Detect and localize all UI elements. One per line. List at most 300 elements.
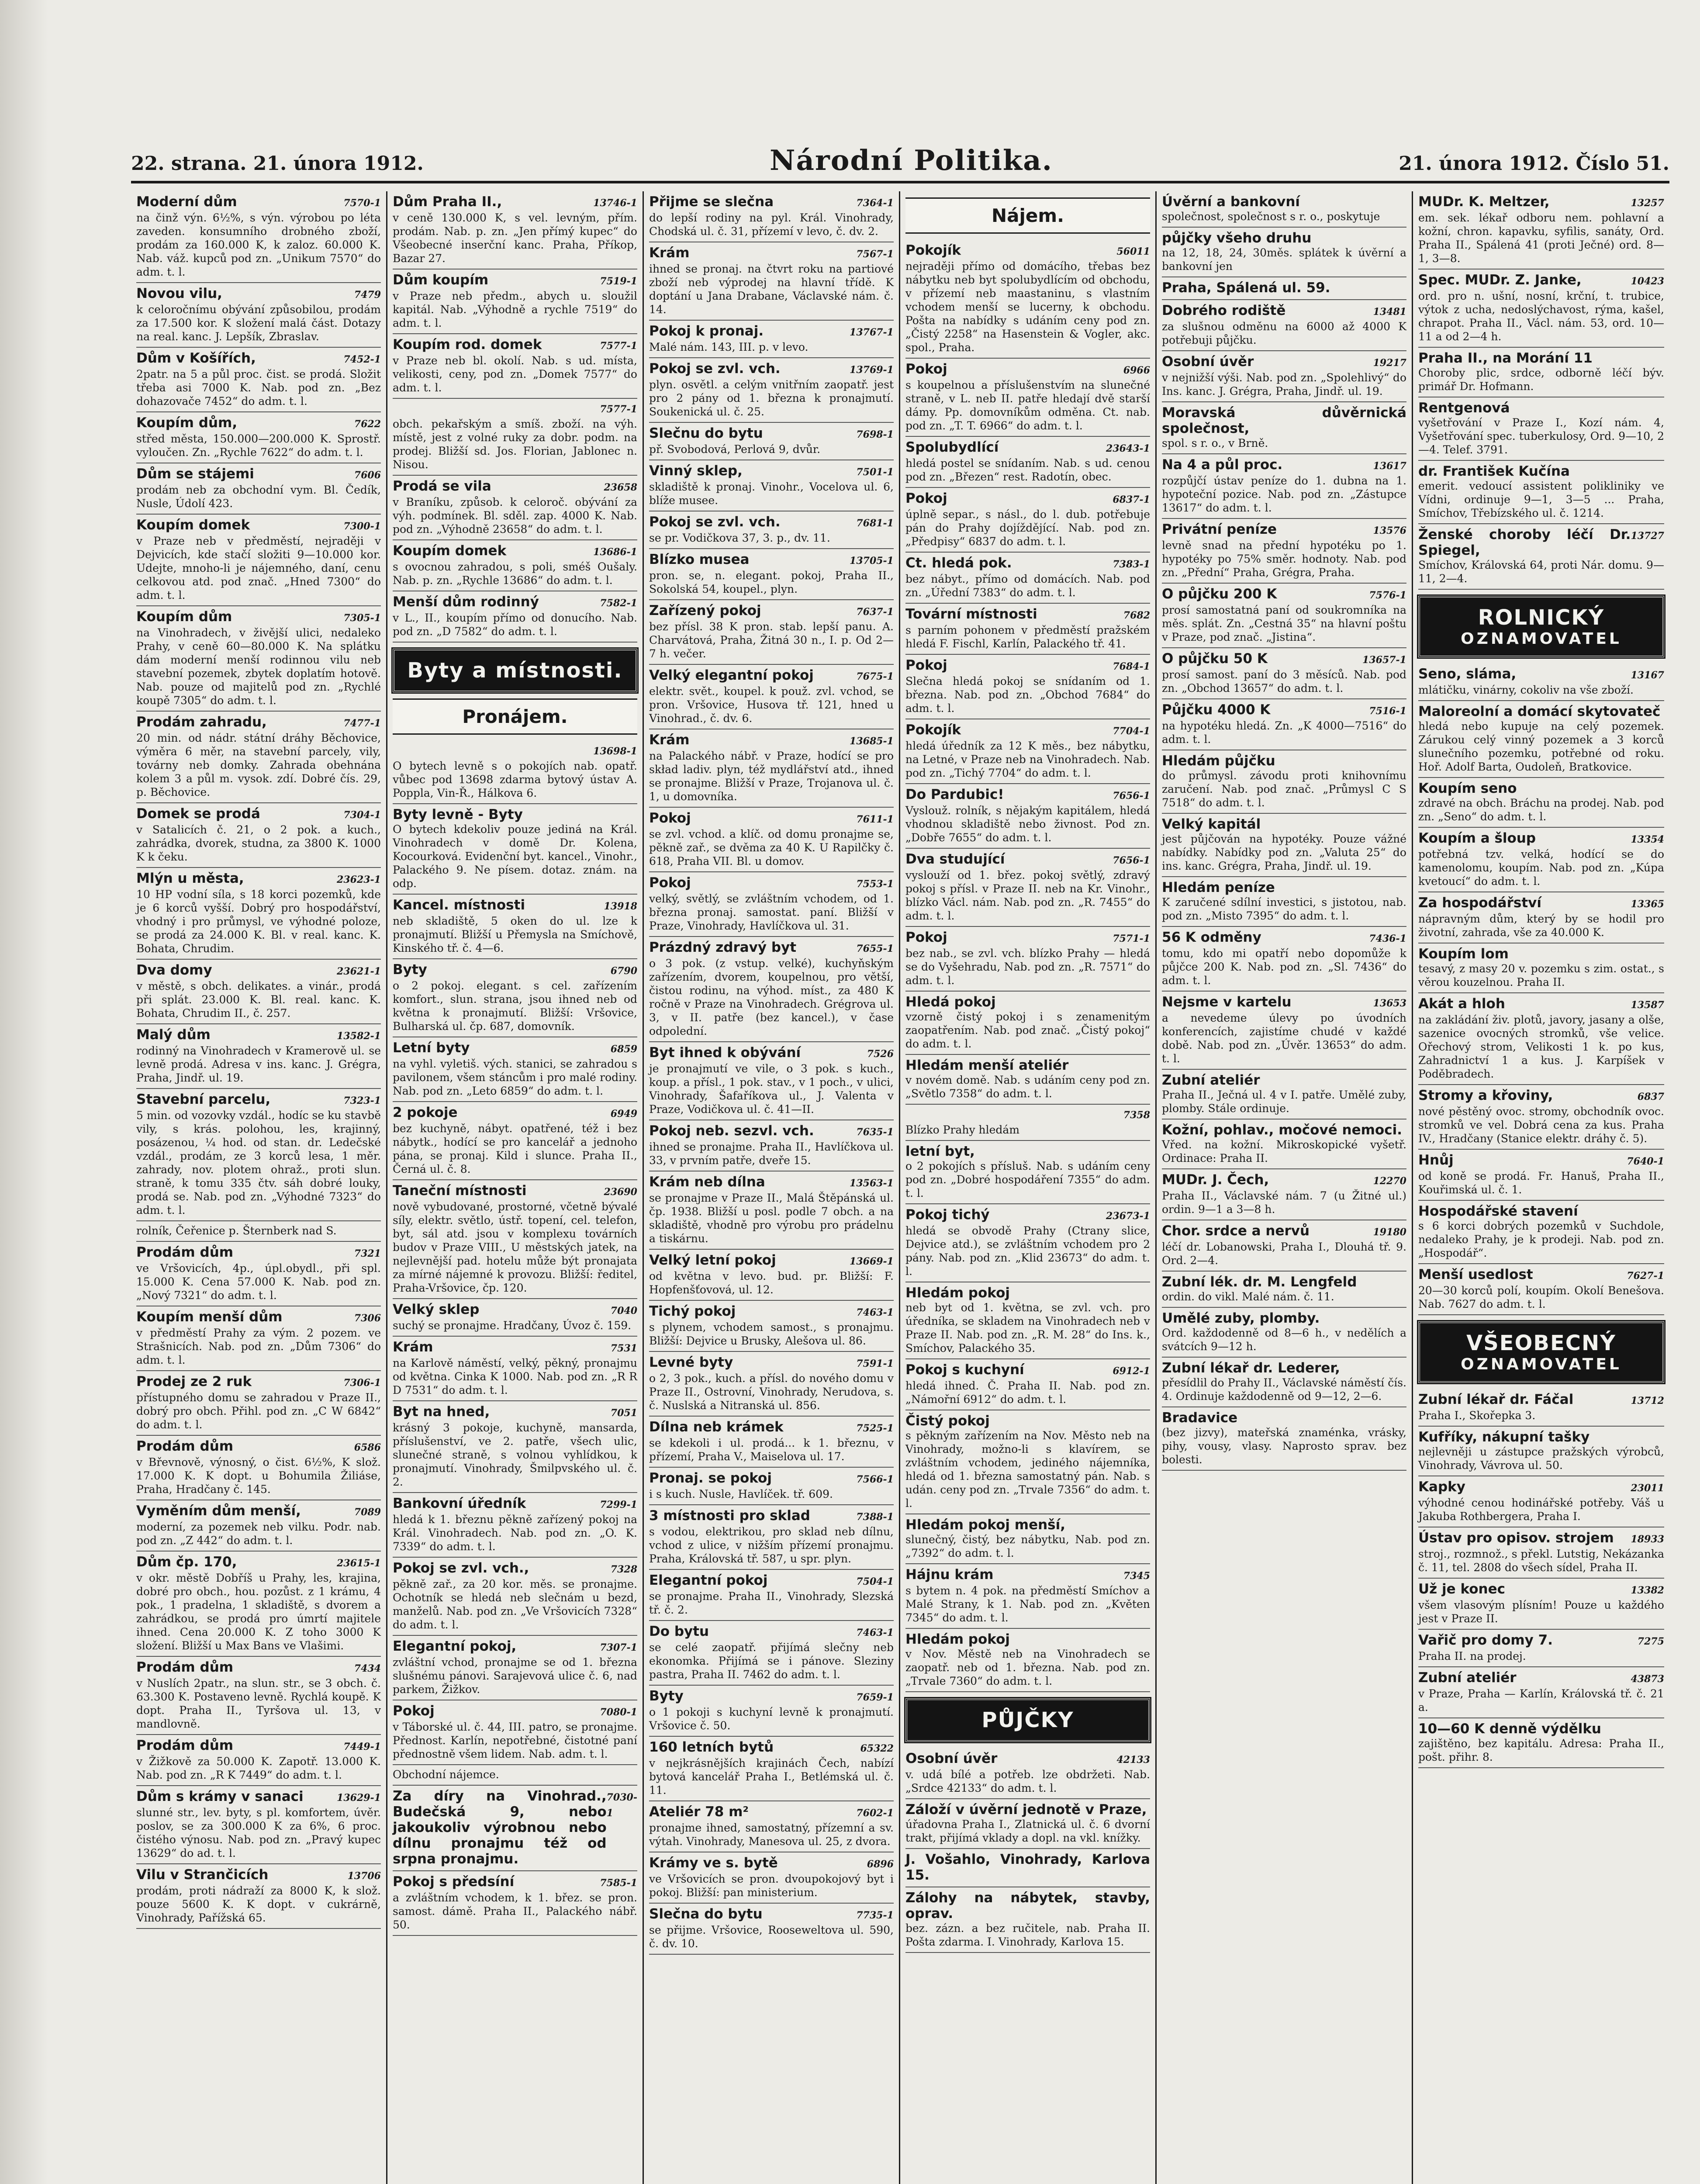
section-banner-title: Byty a místnosti. bbox=[407, 658, 623, 683]
classified-ad bbox=[1418, 892, 1664, 943]
ad-heading bbox=[1418, 1632, 1664, 1649]
classified-ad bbox=[1418, 1201, 1664, 1264]
ad-title: Chor. srdce a nervů bbox=[1162, 1223, 1310, 1239]
ad-number: 23658 bbox=[604, 482, 637, 493]
ad-number: 13563-1 bbox=[850, 1178, 894, 1189]
ad-body: 10 HP vodní síla, s 18 korci pozemků, kde je 6 korců vyšší. Dobrý pro hospodářství, vhodný i pro průmysl, ve výhodné poloze, se prodá za 24.000 K. Bl. v real. kanc. K. Bohata, Chrudim. bbox=[136, 888, 381, 955]
section-banner bbox=[1418, 1321, 1664, 1383]
ad-heading bbox=[649, 1906, 894, 1923]
ad-heading bbox=[1162, 1122, 1406, 1138]
ad-heading bbox=[1418, 1429, 1664, 1445]
classified-ad bbox=[1418, 1527, 1664, 1579]
ad-heading bbox=[393, 1788, 637, 1867]
ad-body: se zvl. vchod. a klíč. od domu pronajme se, pěkně zař., se dvěma za 40 K. U Rapilčky č. 618, Praha VII. Bl. u domov. bbox=[649, 828, 894, 867]
ad-title: Prodám dům bbox=[136, 1244, 234, 1260]
ad-body: s plynem, vchodem samost., s pronajmu. Bližší: Dejvice u Brusky, Alešova ul. 86. bbox=[649, 1321, 894, 1347]
ad-heading bbox=[905, 1107, 1150, 1123]
ad-heading bbox=[393, 1040, 637, 1057]
classified-ad bbox=[905, 240, 1150, 359]
column-5 bbox=[1157, 191, 1413, 2184]
ad-heading bbox=[905, 1631, 1150, 1647]
ad-heading bbox=[649, 1355, 894, 1372]
section-banner bbox=[393, 649, 637, 692]
ad-title: Do bytu bbox=[649, 1624, 709, 1639]
classified-ad bbox=[1418, 191, 1664, 270]
ad-number: 7358 bbox=[1123, 1109, 1150, 1121]
ad-number: 7501-1 bbox=[856, 467, 894, 478]
ad-heading bbox=[136, 1092, 381, 1109]
ad-number: 7611-1 bbox=[856, 814, 894, 825]
ad-body: elektr. svět., koupel. k použ. zvl. vchod, se pron. Vršovice, Husova tř. 121, hned u Vinohrad., č. dv. 6. bbox=[649, 685, 894, 725]
ad-number: 56011 bbox=[1116, 246, 1150, 257]
ad-title: Koupím dům, bbox=[136, 415, 238, 431]
classified-ad bbox=[393, 895, 637, 959]
classified-ad bbox=[136, 1436, 381, 1500]
classified-ad bbox=[649, 321, 894, 358]
ad-title: Dům koupím bbox=[393, 272, 489, 288]
classified-ad bbox=[1162, 1169, 1406, 1220]
ad-body: se celé zaopatř. přijímá slečny neb ekonomka. Přijímá se i pánove. Sleziny pastra, Praha II. 7462 do adm. t. l. bbox=[649, 1641, 894, 1681]
ad-body: do průmysl. závodu proti knihovnímu zaručení. Nab. pod znač. „Průmysl C S 7518“ do adm. t. l. bbox=[1162, 769, 1406, 809]
ad-title: Kožní, pohlav., močové nemoci. bbox=[1162, 1122, 1402, 1138]
classified-ad bbox=[393, 1871, 637, 1936]
ad-number: 7577-1 bbox=[600, 404, 637, 415]
ad-heading bbox=[905, 1567, 1150, 1584]
classified-ad bbox=[1162, 351, 1406, 402]
column-4 bbox=[900, 191, 1157, 2184]
ad-title: Pokoj bbox=[905, 491, 947, 506]
classified-ad bbox=[136, 1735, 381, 1786]
ad-body: i s kuch. Nusle, Havlíček. tř. 609. bbox=[649, 1488, 833, 1500]
ad-body: levně snad na přední hypotéku po 1. hypotéky po 75% směr. hodnoty. Nab. pod zn. „Přední“ Praha, Grégra, Praha. bbox=[1162, 539, 1406, 579]
ad-body: zdravé na obch. Bráchu na prodej. Nab. pod zn. „Seno“ do adm. t. l. bbox=[1418, 797, 1664, 823]
ad-heading bbox=[393, 272, 637, 289]
ad-heading bbox=[136, 1554, 381, 1571]
ad-number: 6949 bbox=[610, 1108, 637, 1120]
ad-number: 7591-1 bbox=[856, 1358, 894, 1369]
ad-heading bbox=[649, 1804, 894, 1821]
ad-number: 7582-1 bbox=[600, 598, 637, 609]
ad-number: 13727 bbox=[1631, 530, 1664, 542]
ad-title: Kufříky, nákupní tašky bbox=[1418, 1429, 1590, 1445]
ad-body: hledá se obvodě Prahy (Ctrany slice, Dejvice atd.), se zvláštním vchodem pro 2 pány. Nab. pod zn. „Klid 23673“ do adm. t. l. bbox=[905, 1224, 1150, 1278]
ad-number: 12270 bbox=[1373, 1175, 1406, 1187]
ad-body: ord. pro n. ušní, nosní, krční, t. trubice, výtok z ucha, nedoslýchavost, rýma, kašel, chrapot. Praha II., Václ. nám. 53, ord. 10—11 a od 2—4 h. bbox=[1418, 290, 1664, 343]
ad-heading bbox=[905, 787, 1150, 804]
ad-heading bbox=[393, 1496, 637, 1513]
ad-heading bbox=[905, 1802, 1150, 1818]
ad-number: 7656-1 bbox=[1113, 855, 1150, 866]
ad-heading bbox=[136, 609, 381, 626]
ad-title: Na 4 a půl proc. bbox=[1162, 457, 1283, 473]
classified-ad bbox=[905, 784, 1150, 849]
ad-body: neb skladiště, 5 oken do ul. lze k pronajmutí. Bližší u Přemysla na Smíchově, Kinského tř. č. 4—6. bbox=[393, 915, 637, 954]
ad-heading bbox=[649, 1855, 894, 1872]
ad-title: Bradavice bbox=[1162, 1410, 1238, 1426]
ad-title: Úvěrní a bankovní bbox=[1162, 194, 1300, 210]
ad-heading bbox=[1162, 1223, 1406, 1240]
ad-number: 7275 bbox=[1637, 1636, 1664, 1647]
classified-ad bbox=[649, 1621, 894, 1686]
classified-ad bbox=[649, 1468, 894, 1505]
ad-number: 7321 bbox=[354, 1248, 381, 1259]
ad-body: na Palackého nábř. v Praze, hodící se pro skład ladiv. plyn, též mydlářství atd., ihned se pronajme. Bližší v Praze, Trojanova ul. č. 1, u domovníka. bbox=[649, 750, 894, 803]
ad-title: Pokoj bbox=[905, 930, 947, 945]
ad-body: stroj., rozmnož., s překl. Lutstig, Nekázanka č. 11, tel. 2808 do všech sídel, Praha II. bbox=[1418, 1548, 1664, 1574]
ad-title: Krám bbox=[649, 245, 690, 261]
ad-number: 13698-1 bbox=[593, 746, 637, 757]
ad-body: v Braníku, způsob. k celoroč. obývání za výh. podmínek. Bl. sděl. zap. 4000 K. Nab. pod zn. „Výhodně 23658“ do adm. t. l. bbox=[393, 496, 637, 536]
classified-ad bbox=[1418, 828, 1664, 892]
ad-number: 6837 bbox=[1637, 1091, 1664, 1102]
ad-heading bbox=[1162, 1172, 1406, 1189]
classified-ad bbox=[905, 1887, 1150, 1953]
ad-heading bbox=[1162, 303, 1406, 320]
ad-title: Moderní dům bbox=[136, 194, 237, 210]
ad-body: léčí dr. Lobanowski, Praha I., Dlouhá tř. 9. Ord. 2—4. bbox=[1162, 1241, 1406, 1267]
ad-title: Do Pardubic! bbox=[905, 787, 1004, 802]
ad-heading bbox=[905, 1413, 1150, 1429]
ad-title: Za díry na Vinohrad., Budečská 9, nebo jakoukoliv výrobnou nebo dílnu pronajmu též od srpna pronajmu. bbox=[393, 1788, 607, 1867]
ad-title: Letní byty bbox=[393, 1040, 470, 1056]
ad-heading bbox=[136, 194, 381, 211]
ad-body: v Praze neb v předměstí, nejraději v Dejvicích, kde stačí složiti 9—10.000 kor. Udejte, mnoho-li je nájemného, daní, cenu celkovou atd. pod znač. „Hned 7300“ do adm. t. l. bbox=[136, 535, 381, 601]
ad-number: 7602-1 bbox=[856, 1807, 894, 1819]
ad-body: v předměstí Prahy za vým. 2 pozem. ve Strašnicích. Nab. pod zn. „Dům 7306“ do adm. t. l. bbox=[136, 1327, 381, 1366]
ad-heading bbox=[393, 337, 637, 354]
classified-ad bbox=[1418, 270, 1664, 348]
ad-heading bbox=[1418, 400, 1664, 416]
ad-title: Zubní lékař dr. Fáčal bbox=[1418, 1392, 1574, 1407]
ad-body: přístupného domu se zahradou v Praze II., dobrý pro obch. Přihl. pod zn. „C W 6842“ do adm. t. l. bbox=[136, 1391, 381, 1431]
classified-ad bbox=[1162, 699, 1406, 750]
ad-heading bbox=[905, 242, 1150, 259]
ad-title: 2 pokoje bbox=[393, 1105, 458, 1120]
ad-body: krásný 3 pokoje, kuchyně, mansarda, příslušenství, ve 2. patře, všech ulic, slunečné straně, s volnou vyhlídkou, k pronajmutí. Vinohrady, Šmilpvského ul. č. 2. bbox=[393, 1421, 637, 1488]
ad-heading bbox=[649, 1624, 894, 1641]
classified-ad bbox=[393, 1180, 637, 1299]
ad-body: o 1 pokoji s kuchyní levně k pronajmutí. Vršovice č. 50. bbox=[649, 1706, 894, 1732]
classified-ad bbox=[1418, 1427, 1664, 1476]
classified-ad bbox=[1162, 454, 1406, 519]
classified-ad bbox=[905, 1629, 1150, 1692]
ad-body: v Nov. Městě neb na Vinohradech se zaopatř. neb od 1. března. Nab. pod zn. „Trvale 7360“ do adm. t. l. bbox=[905, 1648, 1150, 1687]
ad-title: Krám bbox=[393, 1339, 433, 1355]
ad-body: vyšetřování v Praze I., Kozí nám. 4, Vyšetřování spec. tuberkulosy, Ord. 9—10, 2—4. Telef. 3791. bbox=[1418, 416, 1664, 456]
ad-number: 7463-1 bbox=[856, 1627, 894, 1638]
ad-heading bbox=[136, 1659, 381, 1676]
ad-body: Vyslouž. rolník, s nějakým kapitálem, hledá vhodnou skladiště nebo živnost. Pod zn. „Dobře 7655“ do adm. t. l. bbox=[905, 804, 1150, 844]
ad-heading bbox=[1162, 1360, 1406, 1376]
ad-body: Ord. každodenně od 8—6 h., v nedělích a svátcích 9—12 h. bbox=[1162, 1327, 1406, 1353]
classified-ad bbox=[649, 1042, 894, 1120]
classified-ad bbox=[649, 600, 894, 665]
ad-body: Praha I., Skořepka 3. bbox=[1418, 1409, 1536, 1422]
ad-number: 7516-1 bbox=[1369, 705, 1406, 717]
ad-heading bbox=[393, 807, 637, 822]
section-banner: Nájem. bbox=[905, 197, 1150, 234]
ad-number: 7566-1 bbox=[856, 1474, 894, 1485]
ad-title: Maloreolní a domácí skytovateč bbox=[1418, 704, 1661, 719]
ad-number: 7637-1 bbox=[856, 606, 894, 618]
ad-body: na 12, 18, 24, 30měs. splátek k úvěrní a bankovní jen bbox=[1162, 246, 1406, 273]
ad-title: Nejsme v kartelu bbox=[1162, 994, 1292, 1010]
classified-ad bbox=[1162, 584, 1406, 648]
classified-ad bbox=[136, 803, 381, 868]
ad-title: Osobní úvěr bbox=[1162, 354, 1254, 370]
ad-number: 13167 bbox=[1631, 670, 1664, 681]
ad-body: s pěkným zařízením na Nov. Město neb na Vinohrady, možno-li s klavírem, se zvláštním vchodem, jediného nájemníka, hledá od 1. března samostatný pán. Nab. s udán. ceny pod zn. „Trvale 7356“ do adm. t. l. bbox=[905, 1429, 1150, 1510]
ad-heading bbox=[1418, 946, 1664, 962]
ad-body: Malé nám. 143, III. p. v levo. bbox=[649, 341, 809, 353]
ad-heading bbox=[1162, 586, 1406, 603]
ad-title: Velký elegantní pokoj bbox=[649, 667, 814, 683]
classified-ad bbox=[393, 1102, 637, 1180]
ad-heading bbox=[1418, 781, 1664, 796]
ad-number: 7306-1 bbox=[343, 1377, 381, 1389]
ad-number: 7622 bbox=[354, 418, 381, 430]
ad-title: Pokoj bbox=[393, 1703, 435, 1719]
ad-title: Byt na hned, bbox=[393, 1404, 490, 1420]
ad-heading bbox=[393, 743, 637, 759]
ad-title: Prodá se vila bbox=[393, 478, 491, 494]
classified-ad bbox=[1162, 228, 1406, 277]
classified-ad bbox=[649, 1301, 894, 1352]
ad-number: 6859 bbox=[610, 1044, 637, 1055]
ad-title: Levné byty bbox=[649, 1355, 733, 1370]
classified-ad bbox=[905, 849, 1150, 927]
ad-body: 20—30 korců polí, koupím. Okolí Benešova. Nab. 7627 do adm. t. l. bbox=[1418, 1284, 1664, 1310]
ad-number: 6896 bbox=[867, 1859, 894, 1870]
ad-title: Prodej ze 2 ruk bbox=[136, 1374, 252, 1389]
classified-ad bbox=[393, 191, 637, 270]
ad-number: 6912-1 bbox=[1113, 1365, 1150, 1377]
classified-ad bbox=[649, 1352, 894, 1417]
ad-number: 7383-1 bbox=[1113, 559, 1150, 570]
ad-heading bbox=[905, 930, 1150, 947]
ad-title: Pronaj. se pokoj bbox=[649, 1470, 772, 1486]
ad-number: 7300-1 bbox=[343, 521, 381, 532]
ad-body: v nejnižší výši. Nab. pod zn. „Spolehlivý“ do Ins. kanc. J. Grégra, Praha, Jindř. ul. 19. bbox=[1162, 371, 1406, 397]
ad-body: hledá úředník za 12 K měs., bez nábytku, na Letné, v Praze neb na Vinohradech. Nab. pod zn. „Tichý 7704“ do adm. t. l. bbox=[905, 740, 1150, 779]
ad-number: 7640-1 bbox=[1627, 1156, 1664, 1167]
ad-body: vzorně čistý pokoj i s zenamenitým zaopatřením. Nab. pod znač. „Čistý pokoj“ do adm. t. l. bbox=[905, 1010, 1150, 1050]
ad-body: ihned se pronajme. Praha II., Havlíčkova ul. 33, v prvním patře, dveře 15. bbox=[649, 1140, 894, 1167]
section-banner-title: VŠEOBECNÝ bbox=[1466, 1331, 1616, 1355]
classified-ad bbox=[393, 1299, 637, 1337]
classified-ad bbox=[649, 1737, 894, 1801]
classified-ad bbox=[136, 712, 381, 803]
ad-heading bbox=[1418, 895, 1664, 912]
ad-title: Ústav pro opisov. strojem bbox=[1418, 1530, 1614, 1546]
ad-number: 7040 bbox=[610, 1305, 637, 1317]
classified-ad bbox=[1162, 814, 1406, 877]
classified-ad bbox=[1418, 778, 1664, 828]
ad-body: jest půjčován na hypotéky. Pouze vážné nabídky. Nabídky pod zn. „Valuta 25“ do ins. kanc. Grégra, Praha, Jindř. ul. 19. bbox=[1162, 833, 1406, 872]
ad-title: Ct. hledá pok. bbox=[905, 555, 1012, 571]
classified-ad bbox=[649, 1120, 894, 1171]
classified-ad bbox=[905, 1359, 1150, 1410]
ad-title: Zubní lék. dr. M. Lengfeld bbox=[1162, 1274, 1357, 1290]
ad-heading bbox=[1418, 194, 1664, 211]
ad-body: slunné str., lev. byty, s pl. komfortem, úvěr. poslov, se za 300.000 K za 6%, 6 proc. čistého výnosu. Nab. pod zn. „Pravý kupec 13629“ do ad. t. l. bbox=[136, 1806, 381, 1859]
ad-title: dr. František Kučína bbox=[1418, 463, 1570, 479]
ad-heading bbox=[393, 1302, 637, 1319]
ad-heading bbox=[1418, 1267, 1664, 1284]
ad-body: (bez jizvy), mateřská znaménka, vrásky, pihy, vousy, vlasy. Naprosto sprav. bez bolesti. bbox=[1162, 1426, 1406, 1466]
ad-body: moderní, za pozemek neb vilku. Podr. nab. pod zn. „Z 442“ do adm. t. l. bbox=[136, 1521, 381, 1547]
ad-heading bbox=[905, 851, 1150, 868]
classified-ad bbox=[649, 665, 894, 729]
ad-title: Pokoj bbox=[649, 875, 691, 891]
ad-heading bbox=[136, 806, 381, 823]
ad-title: Zálohy na nábytek, stavby, oprav. bbox=[905, 1890, 1150, 1921]
ad-title: Kancel. místnosti bbox=[393, 897, 525, 913]
ad-heading bbox=[1162, 280, 1406, 296]
ad-heading bbox=[649, 1688, 894, 1705]
ad-heading bbox=[1418, 1581, 1664, 1598]
ad-title: Záloží v úvěrní jednotě v Praze, bbox=[905, 1802, 1147, 1818]
ad-title: Spolubydlící bbox=[905, 439, 999, 455]
ad-number: 7526 bbox=[867, 1048, 894, 1060]
ad-body: zvláštní vchod, pronajme se od 1. března slušnému pánovi. Sarajevová ulice č. 6, nad parkem, Žižkov. bbox=[393, 1656, 637, 1696]
ad-title: Hledám peníze bbox=[1162, 880, 1275, 895]
section-banner-subtitle: OZNAMOVATEL bbox=[1461, 1355, 1622, 1373]
classified-ad bbox=[905, 1748, 1150, 1799]
ad-number: 23615-1 bbox=[337, 1558, 381, 1569]
ad-body: em. sek. lékař odboru nem. pohlavní a kožní, chron. kapavku, syfilis, sanáty, Ord. Praha II., Spálená 41 (proti Ječné) ord. 8—1, 3—8. bbox=[1418, 211, 1664, 265]
ad-title: Spec. MUDr. Z. Janke, bbox=[1418, 272, 1582, 288]
ad-body: nové pěstěný ovoc. stromy, obchodník ovoc. stromků ve vel. Dobrá cena za kus. Praha IV., Hradčany (Stanice elektr. dráhy č. 5). bbox=[1418, 1105, 1664, 1145]
classified-ad bbox=[905, 604, 1150, 655]
classified-ad bbox=[393, 540, 637, 591]
ad-number: 13365 bbox=[1631, 898, 1664, 910]
ad-heading bbox=[905, 1517, 1150, 1533]
ad-title: Pokoj se zvl. vch. bbox=[649, 514, 781, 530]
column-6 bbox=[1413, 191, 1669, 2184]
ad-title: Krám bbox=[649, 732, 690, 748]
ad-heading bbox=[136, 871, 381, 888]
ad-title: Dobrého rodiště bbox=[1162, 303, 1286, 318]
ad-title: Hledá pokoj bbox=[905, 994, 996, 1010]
classified-ad bbox=[136, 868, 381, 960]
ad-title: Osobní úvěr bbox=[905, 1751, 998, 1766]
ad-title: Hledám pokoj bbox=[905, 1285, 1010, 1301]
ad-title: Menší dům rodinný bbox=[393, 594, 539, 610]
ad-heading bbox=[1162, 1410, 1406, 1426]
ad-heading bbox=[649, 1174, 894, 1191]
ad-body: mlátičku, vinárny, cokoliv na vše zboží. bbox=[1418, 684, 1634, 696]
ad-heading bbox=[649, 1508, 894, 1525]
ad-heading bbox=[1418, 1152, 1664, 1169]
classified-ad bbox=[1162, 1407, 1406, 1471]
classified-ad bbox=[905, 1799, 1150, 1849]
ad-heading bbox=[1418, 527, 1664, 558]
classified-ad bbox=[905, 359, 1150, 437]
ad-body: v Satalicích č. 21, o 2 pok. a kuch., zahrádka, dvorek, studna, za 3800 K. 1000 K k čeku. bbox=[136, 823, 381, 863]
classified-ad bbox=[905, 1849, 1150, 1887]
ad-heading bbox=[649, 1572, 894, 1590]
ad-number: 7571-1 bbox=[1113, 933, 1150, 944]
ad-title: Prodám dům bbox=[136, 1738, 234, 1753]
ad-body: v Břevnově, výnosný, o čist. 6½%, K slož. 17.000 K. K dopt. u Bohumila Žiliáse, Praha, Hradčany č. 145. bbox=[136, 1456, 381, 1496]
ad-number: 13706 bbox=[347, 1870, 381, 1882]
ad-body: rodinný na Vinohradech v Kramerově ul. se levně prodá. Adresa v ins. kanc. J. Grégra, Praha, Jindř. ul. 19. bbox=[136, 1044, 381, 1084]
ad-title: Praha, Spálená ul. 59. bbox=[1162, 280, 1330, 296]
classified-ad bbox=[1162, 1220, 1406, 1272]
ad-title: Stromy a křoviny, bbox=[1418, 1088, 1553, 1103]
ad-title: Hájnu krám bbox=[905, 1567, 994, 1583]
ad-heading bbox=[1162, 354, 1406, 371]
classified-ad bbox=[905, 1204, 1150, 1282]
ad-heading bbox=[649, 940, 894, 957]
ad-heading bbox=[393, 543, 637, 560]
ad-title: Taneční místnosti bbox=[393, 1183, 527, 1199]
ad-title: Pokoj se zvl. vch. bbox=[649, 361, 781, 377]
section-banner: Pronájem. bbox=[393, 698, 637, 735]
ad-title: Koupím rod. domek bbox=[393, 337, 542, 352]
ad-heading bbox=[1418, 272, 1664, 289]
classified-ad bbox=[393, 476, 637, 540]
ad-body: Vřed. na kožní. Mikroskopické vyšetř. Ordinace: Praha II. bbox=[1162, 1138, 1406, 1165]
classified-ad bbox=[905, 1141, 1150, 1204]
ad-body: hledá k 1. březnu pěkně zařízený pokoj na Král. Vinohradech. Nab. pod zn. „O. K. 7339“ do adm. t. l. bbox=[393, 1513, 637, 1553]
ad-title: Dům čp. 170, bbox=[136, 1554, 237, 1570]
ad-number: 7436-1 bbox=[1369, 933, 1406, 944]
ad-number: 19180 bbox=[1373, 1227, 1406, 1238]
ad-heading bbox=[1162, 522, 1406, 539]
ad-number: 7635-1 bbox=[856, 1127, 894, 1138]
ad-heading bbox=[393, 1339, 637, 1356]
ad-heading bbox=[393, 1404, 637, 1421]
classified-ad bbox=[393, 1558, 637, 1636]
ad-title: Koupím lom bbox=[1418, 946, 1509, 962]
ad-heading bbox=[136, 1738, 381, 1755]
ad-body: se pronajme v Praze II., Malá Štěpánská ul. čp. 1938. Bližší u posl. podle 7 obch. a na skladiště, vhodně pro výrobu pro prádelnu a tiskárnu. bbox=[649, 1192, 894, 1245]
ad-number: 7567-1 bbox=[856, 249, 894, 260]
ad-body: prodám, proti nádraží za 8000 K, k slož. pouze 5600 K. K dopt. v cukrárně, Vinohrady, Pařížská 65. bbox=[136, 1884, 381, 1924]
ad-heading bbox=[649, 875, 894, 892]
classified-ad bbox=[136, 1242, 381, 1306]
classified-ad bbox=[1418, 1630, 1664, 1667]
ad-heading bbox=[649, 1252, 894, 1269]
ad-body: s vodou, elektrikou, pro sklad neb dílnu, vchod z ulice, v nižším přízemí pronajmu. Praha, Královská tř. 587, u spr. plyn. bbox=[649, 1525, 894, 1565]
ad-body: v městě, s obch. delikates. a vinár., prodá při splát. 23.000 K. Bl. real. kanc. K. Bohata, Chrudim II., č. 257. bbox=[136, 980, 381, 1019]
ad-number: 7364-1 bbox=[856, 197, 894, 209]
ad-body: úřadovna Praha I., Zlatnická ul. č. 6 dvorní trakt, přijímá vklady a dopl. na vkl. knížky. bbox=[905, 1818, 1150, 1844]
classified-ad bbox=[649, 460, 894, 511]
ad-body: od května v levo. bud. pr. Bližší: F. Hopfenšťovová, ul. 12. bbox=[649, 1270, 894, 1296]
ad-body: hledá ihned. Č. Praha II. Nab. pod zn. „Námořní 6912“ do adm. t. l. bbox=[905, 1379, 1150, 1406]
ad-heading bbox=[649, 514, 894, 531]
classified-ad bbox=[1162, 1272, 1406, 1308]
ad-title: 10—60 K denně výdělku bbox=[1418, 1721, 1601, 1737]
ad-title: Byty bbox=[649, 1688, 684, 1704]
ad-number: 7299-1 bbox=[600, 1499, 637, 1510]
classified-ad bbox=[905, 927, 1150, 992]
classified-ad bbox=[1418, 1718, 1664, 1768]
classified-ad bbox=[1162, 877, 1406, 927]
ad-heading bbox=[136, 1438, 381, 1455]
ad-heading bbox=[1162, 230, 1406, 246]
classified-ad bbox=[1418, 348, 1664, 397]
ad-body: spol. s r. o., v Brně. bbox=[1162, 437, 1268, 449]
ad-title: Ateliér 78 m² bbox=[649, 1804, 749, 1820]
ad-title: Privátní peníze bbox=[1162, 522, 1277, 537]
ad-title: Zubní lékař dr. Lederer, bbox=[1162, 1360, 1340, 1376]
ad-title: Vyměním dům menší, bbox=[136, 1503, 301, 1519]
ad-body: na činž výn. 6½%, s výn. výrobou po léta zaveden. konsumního drobného zboží, prodám za 160.000 K, k zaloz. 60.000 K. Nab. váž. kupců pod zn. „Unikum 7570“ do adm. t. l. bbox=[136, 211, 381, 278]
